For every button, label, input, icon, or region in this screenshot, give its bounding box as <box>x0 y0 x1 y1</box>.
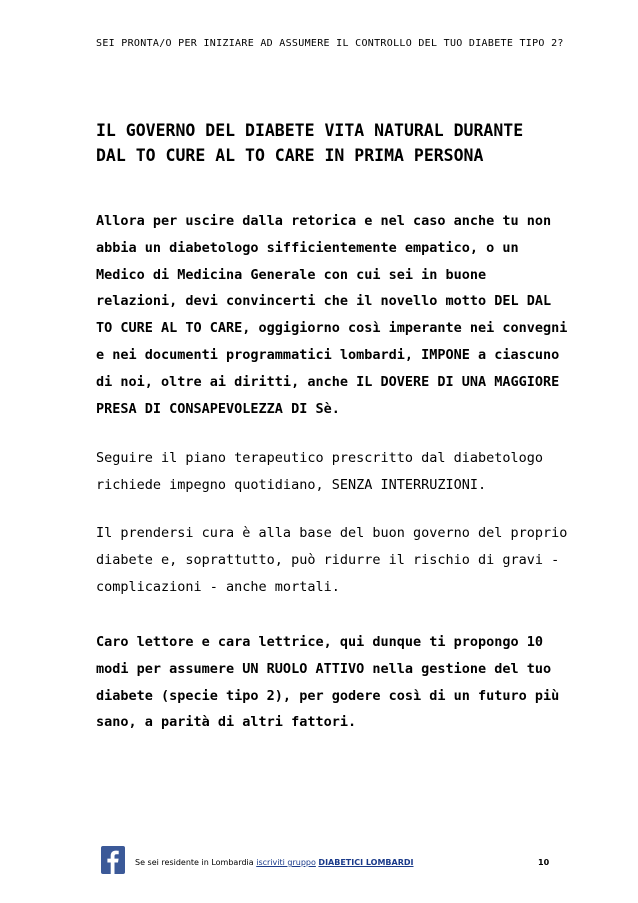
paragraph-line: Caro lettore e cara lettrice, qui dunque ti propongo 10 <box>96 634 544 650</box>
running-header: SEI PRONTA/O PER INIZIARE AD ASSUMERE IL CONTROLLO DEL TUO DIABETE TIPO 2? <box>96 38 564 49</box>
group-name-link[interactable]: DIABETICI LOMBARDI <box>318 858 414 867</box>
paragraph-line: di noi, oltre ai diritti, anche IL DOVERE DI UNA MAGGIORE <box>96 373 560 390</box>
paragraph-line: Il prendersi cura è alla base del buon governo del proprio <box>96 525 568 541</box>
footer-text <box>135 858 414 867</box>
paragraph-line: Allora per uscire dalla retorica e nel caso anche tu non <box>96 213 552 229</box>
paragraph-line: complicazioni - anche mortali. <box>96 578 340 595</box>
paragraph-line: diabete e, soprattutto, può ridurre il rischio di gravi - <box>96 551 560 568</box>
paragraph-reader <box>96 629 559 736</box>
paragraph-line: diabete (specie tipo 2), per godere così di un futuro più <box>96 687 560 704</box>
paragraph-line: Seguire il piano terapeutico prescritto dal diabetologo <box>96 450 544 466</box>
paragraph-line: richiede impegno quotidiano, SENZA INTERRUZIONI. <box>96 476 487 493</box>
paragraph-line: e nei documenti programmatici lombardi, IMPONE a ciascuno <box>96 346 560 363</box>
paragraph-line: modi per assumere UN RUOLO ATTIVO nella gestione del tuo <box>96 660 552 677</box>
facebook-icon[interactable] <box>101 846 125 874</box>
join-group-link[interactable]: iscriviti gruppo <box>256 858 316 867</box>
section-title <box>96 118 523 168</box>
paragraph-intro <box>96 208 567 422</box>
paragraph-line: relazioni, devi convincerti che il novello motto DEL DAL <box>96 293 552 310</box>
paragraph-self-care <box>96 520 567 600</box>
paragraph-therapy <box>96 445 543 499</box>
paragraph-line: PRESA DI CONSAPEVOLEZZA DI Sè. <box>96 400 340 417</box>
paragraph-line: abbia un diabetologo sifficientemente empatico, o un <box>96 239 519 256</box>
paragraph-line: sano, a parità di altri fattori. <box>96 714 357 731</box>
footer-prefix: Se sei residente in Lombardia <box>135 858 257 867</box>
page-footer <box>0 840 638 880</box>
paragraph-line: TO CURE AL TO CARE, oggigiorno così imperante nei convegni <box>96 320 568 337</box>
page-number: 10 <box>538 858 550 867</box>
title-line-2: DAL TO CURE AL TO CARE IN PRIMA PERSONA <box>96 146 484 165</box>
paragraph-line: Medico di Medicina Generale con cui sei in buone <box>96 266 487 283</box>
title-line-1: IL GOVERNO DEL DIABETE VITA NATURAL DURANTE <box>96 121 524 140</box>
